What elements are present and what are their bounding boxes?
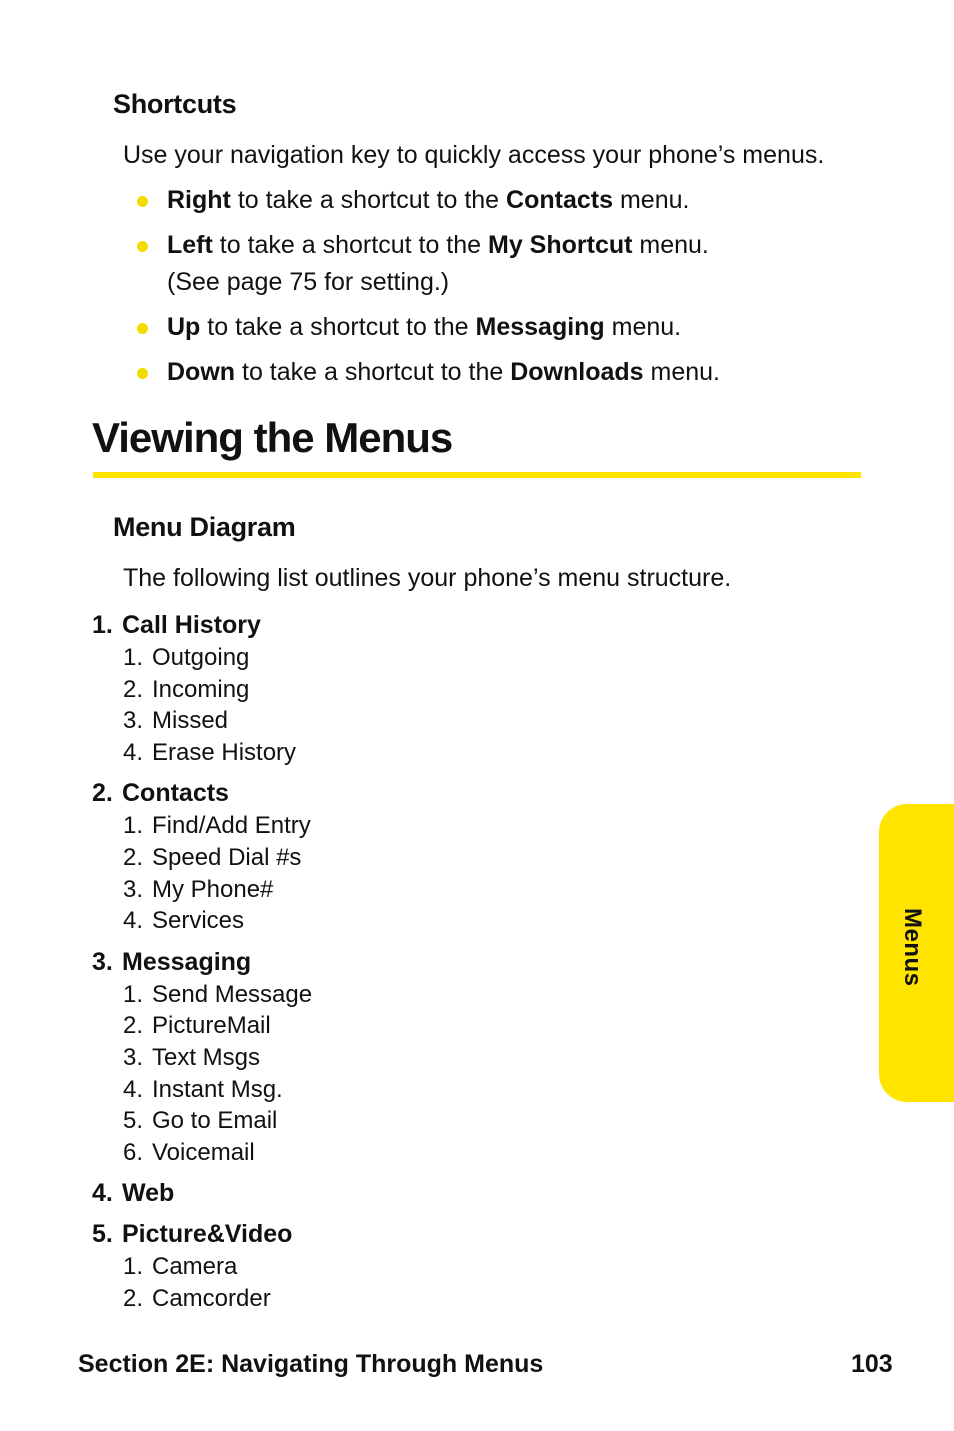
bullet-key: Left xyxy=(167,231,213,259)
submenu-item-number: 5. xyxy=(123,1107,144,1135)
bullet-mid: to take a shortcut to the xyxy=(230,186,507,214)
submenu-item xyxy=(123,1044,260,1072)
menu-item-label: Picture&Video xyxy=(122,1220,293,1249)
submenu-item xyxy=(123,1107,277,1135)
submenu-item xyxy=(123,1076,283,1104)
side-tab-label: Menus xyxy=(899,908,926,987)
bullet-text xyxy=(167,231,709,260)
submenu-item-label: Voicemail xyxy=(152,1138,255,1166)
submenu-item-label: Camcorder xyxy=(152,1285,271,1312)
submenu-item-number: 4. xyxy=(123,738,144,766)
menu-item-number: 3. xyxy=(92,947,113,976)
submenu-item-number: 1. xyxy=(123,980,144,1008)
submenu-item-label: Instant Msg. xyxy=(152,1075,283,1103)
bullet-dot xyxy=(137,323,148,334)
submenu-item-number: 2. xyxy=(123,1012,144,1040)
menu-item-label: Web xyxy=(122,1179,175,1208)
bullet-end: menu. xyxy=(604,313,682,341)
title-underline xyxy=(93,472,861,478)
bullet-mid: to take a shortcut to the xyxy=(212,231,488,259)
submenu-item xyxy=(123,876,273,904)
submenu-item-label: Send Message xyxy=(152,980,313,1008)
menu-item-number: 4. xyxy=(92,1179,113,1208)
menu-item-number: 1. xyxy=(92,611,113,639)
shortcuts-intro: Use your navigation key to quickly access your phone’s menus. xyxy=(123,141,825,169)
bullet-target: Messaging xyxy=(475,313,605,341)
bullet-mid: to take a shortcut to the xyxy=(200,313,476,341)
bullet-end: menu. xyxy=(643,358,720,386)
submenu-item-label: Speed Dial #s xyxy=(152,844,302,871)
bullet-key: Right xyxy=(167,186,231,214)
submenu-item xyxy=(123,644,249,672)
bullet-dot xyxy=(137,368,148,379)
page-number: 103 xyxy=(851,1350,893,1378)
bullet-end: menu. xyxy=(632,231,709,259)
menu-item-label: Messaging xyxy=(122,947,252,976)
submenu-item-number: 2. xyxy=(123,1285,144,1312)
submenu-item-label: Outgoing xyxy=(152,644,250,671)
bullet-target: My Shortcut xyxy=(488,231,633,259)
menu-item xyxy=(92,611,261,640)
submenu-item-number: 2. xyxy=(123,675,144,703)
submenu-item-label: Camera xyxy=(152,1253,238,1281)
menu-item xyxy=(92,1220,292,1249)
submenu-item xyxy=(123,1139,255,1167)
submenu-item xyxy=(123,707,228,735)
menu-item xyxy=(92,1179,174,1208)
section-title: Viewing the Menus xyxy=(92,414,453,461)
menu-item xyxy=(92,779,229,808)
submenu-item-number: 4. xyxy=(123,1075,144,1103)
submenu-item xyxy=(123,1253,237,1281)
submenu-item-number: 2. xyxy=(123,844,144,871)
submenu-item-label: Missed xyxy=(152,707,229,735)
footer-section: Section 2E: Navigating Through Menus xyxy=(78,1350,544,1378)
submenu-item xyxy=(123,739,296,767)
bullet-text xyxy=(167,358,720,387)
bullet-dot xyxy=(137,241,148,252)
submenu-item xyxy=(123,981,312,1009)
bullet-key: Up xyxy=(167,313,201,341)
submenu-item-label: My Phone# xyxy=(152,875,274,903)
submenu-item-number: 1. xyxy=(123,812,144,840)
bullet-end: menu. xyxy=(613,186,690,214)
menu-diagram-intro: The following list outlines your phone’s menu structure. xyxy=(123,564,732,592)
bullet-mid: to take a shortcut to the xyxy=(235,358,511,386)
menu-item-label: Contacts xyxy=(122,779,229,808)
submenu-item-label: Find/Add Entry xyxy=(152,812,311,840)
submenu-item-label: Incoming xyxy=(152,675,250,703)
bullet-key: Down xyxy=(167,358,236,386)
submenu-item-number: 3. xyxy=(123,1044,144,1071)
submenu-item xyxy=(123,907,244,935)
shortcuts-heading: Shortcuts xyxy=(113,89,237,119)
submenu-item-number: 4. xyxy=(123,907,144,935)
menu-item-label: Call History xyxy=(122,611,261,639)
submenu-item xyxy=(123,1285,271,1313)
submenu-item-label: Erase History xyxy=(152,738,297,766)
submenu-item-label: Text Msgs xyxy=(152,1044,261,1071)
submenu-item xyxy=(123,844,301,872)
menu-diagram-heading: Menu Diagram xyxy=(113,512,296,542)
submenu-item-label: PictureMail xyxy=(152,1012,271,1040)
bullet-target: Downloads xyxy=(510,358,644,386)
submenu-item-number: 1. xyxy=(123,644,144,671)
bullet-note: (See page 75 for setting.) xyxy=(167,268,450,296)
menu-item xyxy=(92,948,251,977)
bullet-dot xyxy=(137,196,148,207)
submenu-item xyxy=(123,1012,271,1040)
submenu-item xyxy=(123,812,311,840)
submenu-item-label: Services xyxy=(152,907,245,935)
submenu-item-number: 1. xyxy=(123,1253,144,1281)
menu-item-number: 5. xyxy=(92,1220,113,1249)
bullet-text xyxy=(167,313,681,342)
submenu-item-number: 3. xyxy=(123,707,144,735)
bullet-text xyxy=(167,186,689,215)
menu-item-number: 2. xyxy=(92,779,113,808)
submenu-item-number: 6. xyxy=(123,1138,144,1166)
submenu-item-label: Go to Email xyxy=(152,1107,278,1135)
submenu-item-number: 3. xyxy=(123,875,144,903)
submenu-item xyxy=(123,676,249,704)
bullet-target: Contacts xyxy=(506,186,614,214)
